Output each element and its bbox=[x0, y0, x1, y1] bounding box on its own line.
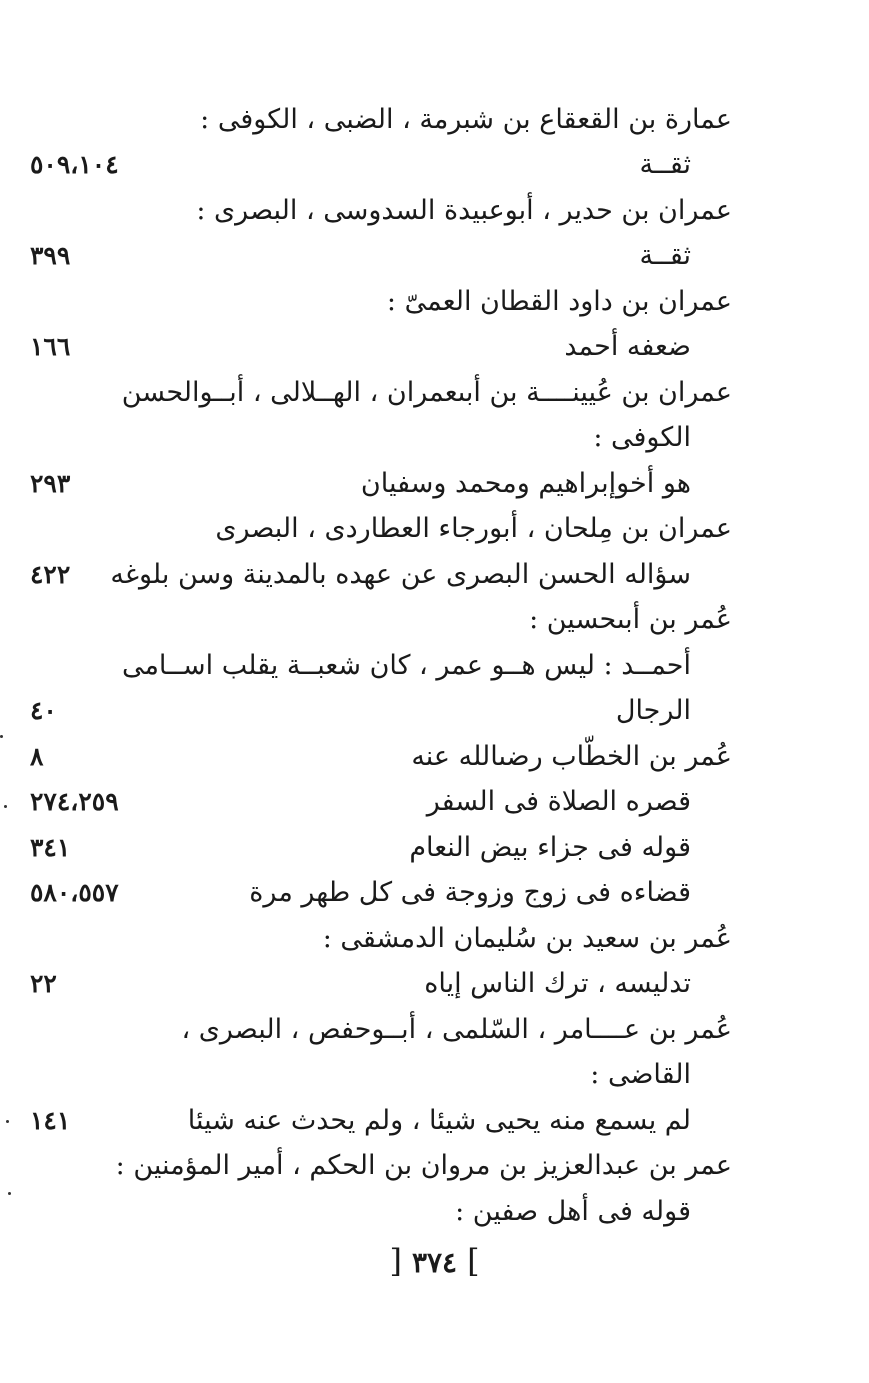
index-entry-heading bbox=[0, 597, 869, 642]
entry-text: تدليسه ، ترك الناس إياه bbox=[424, 968, 691, 999]
entry-text: عُمر بن سعيد بن سُليمان الدمشقى : bbox=[322, 923, 732, 954]
page-reference: ٣٤١ bbox=[30, 833, 71, 862]
entry-text: الرجال bbox=[615, 695, 691, 726]
entry-text: قوله فى جزاء بيض النعام bbox=[409, 832, 691, 863]
entry-text: الكوفى : bbox=[593, 422, 691, 453]
page-reference: ٢٧٤،٢٥٩ bbox=[30, 787, 119, 816]
index-entry-heading-cont bbox=[0, 415, 869, 460]
index-entry-sub bbox=[0, 870, 869, 915]
index-entry-heading bbox=[0, 916, 869, 961]
page-reference: ٨ bbox=[30, 742, 44, 771]
index-entry-sub bbox=[0, 961, 869, 1006]
entry-text: عُمر بن الخطّاب رضىالله عنه bbox=[411, 741, 732, 772]
entry-text: عمران بن حدير ، أبوعبيدة السدوسى ، البصرى : bbox=[196, 195, 732, 226]
index-entry-sub bbox=[0, 552, 869, 597]
entry-text: عمران بن داود القطان العمىّ : bbox=[386, 286, 732, 317]
page-reference: ١٤١ bbox=[30, 1106, 71, 1135]
scan-speck bbox=[8, 1192, 11, 1195]
index-entry-heading bbox=[0, 188, 869, 233]
index-entry-sub bbox=[0, 461, 869, 506]
entry-text: قضاءه فى زوج وزوجة فى كل طهر مرة bbox=[249, 877, 691, 908]
page-number bbox=[0, 1236, 869, 1286]
page-reference: ٢٩٣ bbox=[30, 469, 71, 498]
page-reference: ٣٩٩ bbox=[30, 241, 71, 270]
page-reference: ٤٠ bbox=[30, 696, 57, 725]
index-entry-heading bbox=[0, 1007, 869, 1052]
page-number-value: ٣٧٤ bbox=[411, 1246, 458, 1279]
entry-text: عمارة بن القعقاع بن شبرمة ، الضبى ، الكوفى : bbox=[200, 104, 732, 135]
index-entry-heading bbox=[0, 506, 869, 551]
scan-speck bbox=[6, 1120, 9, 1123]
index-entry-sub-cont bbox=[0, 688, 869, 733]
entry-text: عمر بن عبدالعزيز بن مروان بن الحكم ، أمير المؤمنين : bbox=[115, 1150, 732, 1181]
entry-text: عُمر بن أبىحسين : bbox=[529, 604, 732, 635]
index-entry-heading bbox=[0, 1143, 869, 1188]
page-reference: ٥٨٠،٥٥٧ bbox=[30, 878, 119, 907]
page-reference: ٢٢ bbox=[30, 969, 57, 998]
scan-speck bbox=[0, 735, 3, 738]
entry-text: لم يسمع منه يحيى شيئا ، ولم يحدث عنه شيئا bbox=[187, 1105, 691, 1136]
page-reference: ٤٢٢ bbox=[30, 560, 71, 589]
index-entry-heading bbox=[0, 370, 869, 415]
entry-text: سؤاله الحسن البصرى عن عهده بالمدينة وسن بلوغه bbox=[110, 559, 691, 590]
bracket-close: [ bbox=[389, 1242, 402, 1280]
entry-text: ثقــة bbox=[639, 240, 691, 271]
index-entry-sub bbox=[0, 1189, 869, 1234]
entry-text: القاضى : bbox=[590, 1059, 691, 1090]
index-entry-heading bbox=[0, 734, 869, 779]
bracket-open: ] bbox=[467, 1242, 480, 1280]
index-entry-sub bbox=[0, 324, 869, 369]
entry-text: ثقــة bbox=[639, 149, 691, 180]
entry-text: ضعفه أحمد bbox=[564, 331, 691, 362]
page-reference: ٥٠٩،١٠٤ bbox=[30, 150, 119, 179]
index-entry-sub bbox=[0, 233, 869, 278]
index-entry-sub bbox=[0, 825, 869, 870]
entry-text: أحمــد : ليس هــو عمر ، كان شعبــة يقلب اســامى bbox=[121, 650, 691, 681]
index-entry-sub bbox=[0, 779, 869, 824]
entry-text: عمران بن عُيينــــة بن أبىعمران ، الهــلالى ، أبــوالحسن bbox=[121, 377, 732, 408]
entry-text: عمران بن مِلحان ، أبورجاء العطاردى ، البصرى bbox=[215, 513, 732, 544]
entry-text: هو أخوإبراهيم ومحمد وسفيان bbox=[360, 468, 691, 499]
entry-text: قصره الصلاة فى السفر bbox=[426, 786, 691, 817]
index-entry-heading bbox=[0, 97, 869, 142]
index-entry-sub bbox=[0, 142, 869, 187]
index-entry-heading-cont bbox=[0, 1052, 869, 1097]
scan-speck bbox=[4, 805, 7, 808]
index-entry-heading bbox=[0, 279, 869, 324]
page-reference: ١٦٦ bbox=[30, 332, 71, 361]
index-entry-sub bbox=[0, 643, 869, 688]
entry-text: عُمر بن عــــامر ، السّلمى ، أبــوحفص ، البصرى ، bbox=[181, 1014, 732, 1045]
index-entry-sub bbox=[0, 1098, 869, 1143]
entry-text: قوله فى أهل صفين : bbox=[455, 1196, 691, 1227]
